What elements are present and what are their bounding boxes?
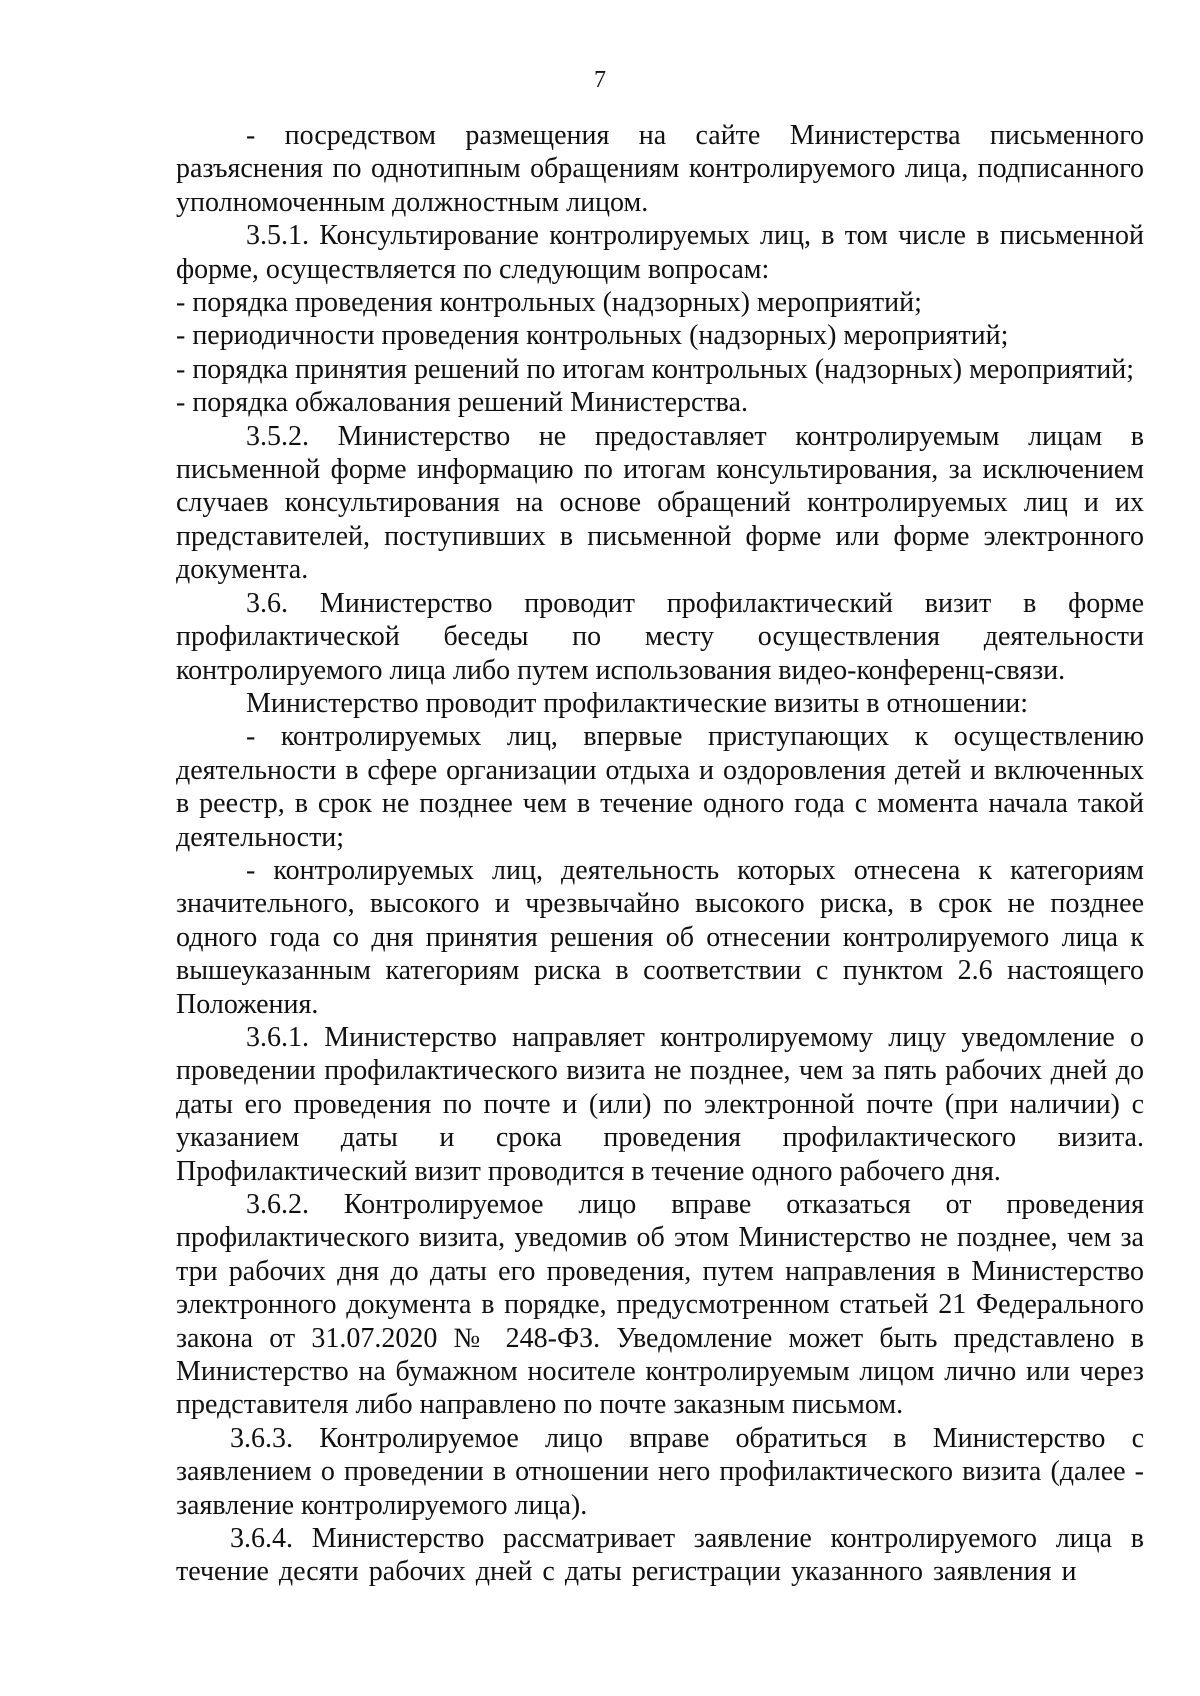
document-body bbox=[176, 119, 1144, 1589]
paragraph-publication-method: - посредством размещения на сайте Министерства письменного разъяснения по однотипным обращениям контролируемого лица, подписанного уполномоченным должностным лицом. bbox=[176, 120, 1144, 218]
list-item-periodicity: - периодичности проведения контрольных (надзорных) мероприятий; bbox=[176, 320, 1009, 352]
paragraph-3-5-1: 3.5.1. Консультирование контролируемых лиц, в том числе в письменной форме, осуществляется по следующим вопросам: bbox=[176, 220, 1144, 285]
paragraph-3-6-3: 3.6.3. Контролируемое лицо вправе обратиться в Министерство с заявлением о проведении в отношении него профилактического визита (далее - заявление контролируемого лица). bbox=[176, 1422, 1144, 1521]
paragraph-3-6-4: 3.6.4. Министерство рассматривает заявление контролируемого лица в течение десяти рабочих дней с даты регистрации указанного заявления и bbox=[176, 1523, 1144, 1588]
list-item-decisions: - порядка принятия решений по итогам контрольных (надзорных) мероприятий; bbox=[176, 353, 1135, 385]
list-item-risk-categories: - контролируемых лиц, деятельность которых отнесена к категориям значительного, высокого и чрезвычайно высокого риска, в срок не позднее одного года со дня принятия решения об отнесении контролируемого лица к вышеуказанным категориям риска в соответствии с пунктом 2.6 настоящего Положения. bbox=[176, 854, 1144, 1020]
list-item-procedure: - порядка проведения контрольных (надзорных) мероприятий; bbox=[176, 287, 922, 319]
page-number: 7 bbox=[594, 67, 606, 93]
paragraph-3-6: 3.6. Министерство проводит профилактический визит в форме профилактической беседы по месту осуществления деятельности контролируемого лица либо путем использования видео-конференц-связи. bbox=[176, 587, 1144, 686]
list-item-appeal: - порядка обжалования решений Министерства. bbox=[176, 387, 748, 419]
paragraph-3-6-2: 3.6.2. Контролируемое лицо вправе отказаться от проведения профилактического визита, уведомив об этом Министерство не позднее, чем за три рабочих дня до даты его проведения, путем направления в Министерство электронного документа в порядке, предусмотренном статьей 21 Федерального закона от 31.07.2020 № 248-ФЗ. Уведомление может быть представлено в Министерство на бумажном носителе контролируемым лицом лично или через представителя либо направлено по почте заказным письмом. bbox=[176, 1189, 1144, 1421]
paragraph-visits-intro: Министерство проводит профилактические визиты в отношении: bbox=[246, 687, 1029, 719]
list-item-new-entities: - контролируемых лиц, впервые приступающих к осуществлению деятельности в сфере организации отдыха и оздоровления детей и включенных в реестр, в срок не позднее чем в течение одного года с момента начала такой деятельности; bbox=[176, 721, 1144, 853]
paragraph-3-5-2: 3.5.2. Министерство не предоставляет контролируемым лицам в письменной форме информацию по итогам консультирования, за исключением случаев консультирования на основе обращений контролируемых лиц и их представителей, поступивших в письменной форме или форме электронного документа. bbox=[176, 420, 1144, 586]
paragraph-3-6-1: 3.6.1. Министерство направляет контролируемому лицу уведомление о проведении профилактического визита не позднее, чем за пять рабочих дней до даты его проведения по почте и (или) по электронной почте (при наличии) с указанием даты и срока проведения профилактического визита. Профилактический визит проводится в течение одного рабочего дня. bbox=[176, 1021, 1144, 1187]
